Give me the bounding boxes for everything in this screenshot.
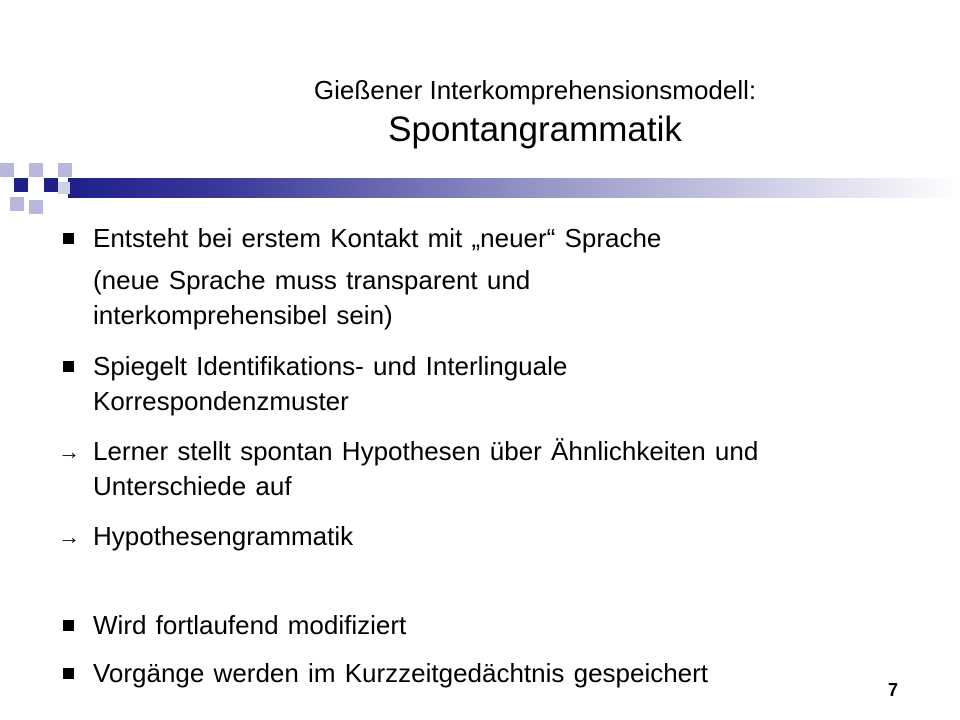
bullet-text: Lerner stellt spontan Hypothesen über Ähnlichkeiten und: [93, 436, 759, 466]
slide-title: [150, 72, 920, 152]
bullet-text: Unterschiede auf: [93, 471, 292, 501]
title-gradient-bar: [68, 178, 960, 198]
bullet-text: Hypothesengrammatik: [93, 521, 354, 551]
deco-square: [58, 182, 70, 194]
bullet-text: Korrespondenzmuster: [93, 386, 349, 416]
deco-square: [0, 163, 14, 177]
bullet-text: interkomprehensibel sein): [93, 300, 393, 330]
arrow-right-icon: →: [58, 524, 80, 549]
deco-square: [58, 163, 72, 177]
deco-square: [29, 200, 43, 214]
deco-square: [14, 178, 28, 192]
bullet-text: Vorgänge werden im Kurzzeitgedächtnis gespeichert: [93, 658, 709, 688]
bullet-text: Spiegelt Identifikations- und Interlinguale: [93, 351, 568, 381]
deco-square: [29, 163, 43, 177]
deco-square: [44, 178, 58, 192]
title-line-1: Gießener Interkomprehensionsmodell:: [313, 75, 757, 105]
square-bullet-icon: [63, 620, 74, 631]
page-number: 7: [888, 680, 899, 700]
square-bullet-icon: [63, 668, 74, 679]
bullet-text: Entsteht bei erstem Kontakt mit „neuer“ Sprache: [93, 223, 662, 253]
deco-square: [10, 197, 24, 211]
title-line-2: Spontangrammatik: [388, 110, 682, 149]
bullet-text: Wird fortlaufend modifiziert: [93, 610, 407, 640]
square-bullet-icon: [63, 233, 74, 244]
square-bullet-icon: [63, 361, 74, 372]
bullet-text: (neue Sprache muss transparent und: [93, 265, 531, 295]
arrow-right-icon: →: [58, 439, 80, 464]
